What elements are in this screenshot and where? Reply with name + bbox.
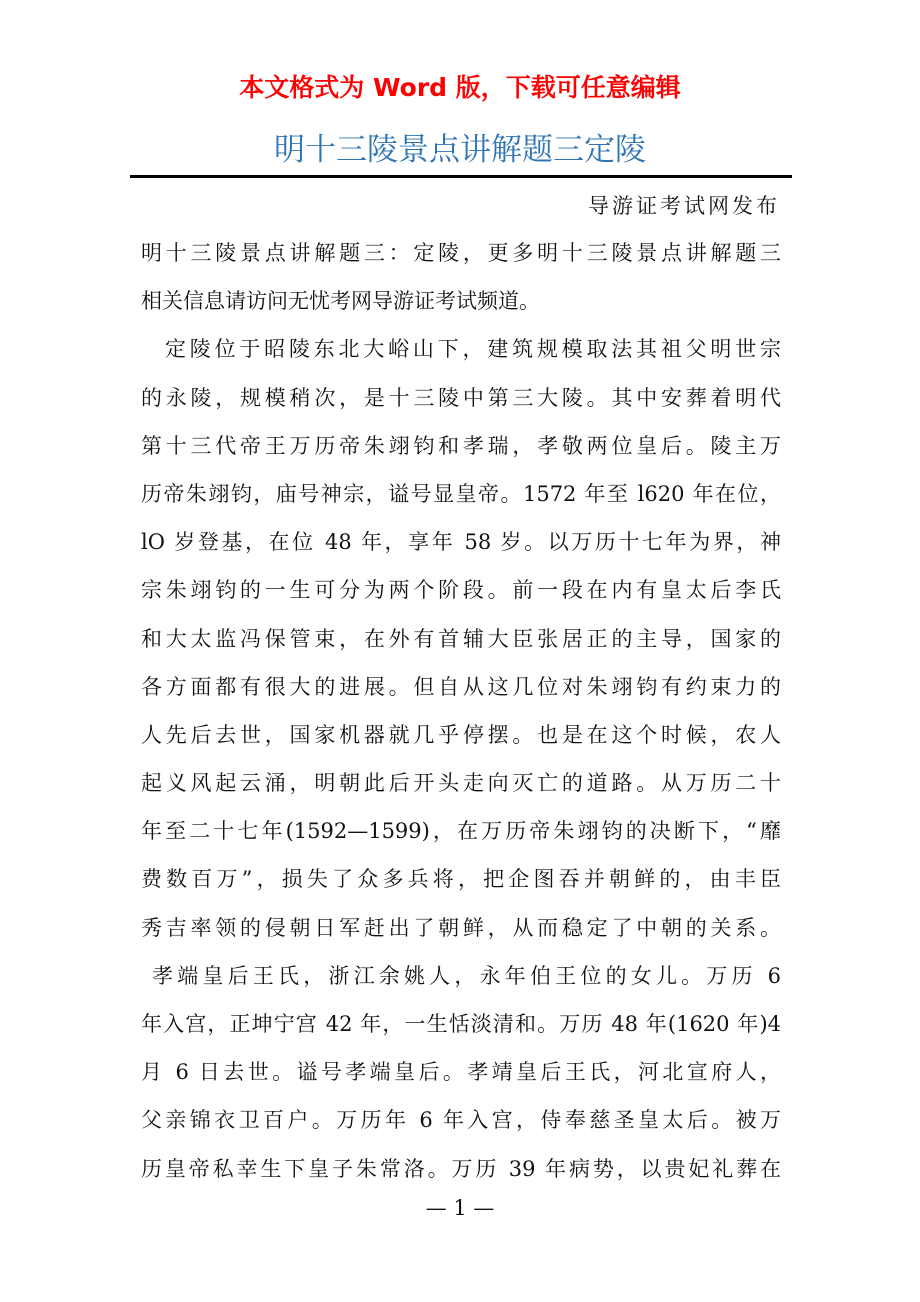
body-line: 历皇帝私幸生下皇子朱常洛。万历 39 年病势，以贵妃礼葬在 (141, 1156, 781, 1181)
body-line: lO 岁登基，在位 48 年，享年 58 岁。以万历十七年为界，神 (141, 530, 781, 555)
body-line: 和大太监冯保管束，在外有首辅大臣张居正的主导，国家的 (141, 626, 781, 651)
body-line: 孝端皇后王氏，浙江余姚人，永年伯王位的女儿。万历 6 (152, 963, 781, 988)
body-line: 年至二十七年(1592—1599)，在万历帝朱翊钧的决断下，“靡 (141, 819, 781, 844)
body-line: 起义风起云涌，明朝此后开头走向灭亡的道路。从万历二十 (141, 771, 781, 796)
publisher-line: 导游证考试网发布 (588, 194, 780, 218)
body-line: 宗朱翊钧的一生可分为两个阶段。前一段在内有皇太后李氏 (141, 578, 781, 603)
body-line: 秀吉率领的侵朝日军赶出了朝鲜，从而稳定了中朝的关系。 (141, 915, 781, 940)
body-line: 月 6 日去世。谥号孝端皇后。孝靖皇后王氏，河北宣府人， (141, 1060, 781, 1085)
document-body (141, 234, 781, 1198)
body-line: 历帝朱翊钧，庙号神宗，谥号显皇帝。1572 年至 l620 年在位， (141, 481, 781, 506)
body-line: 年入宫，正坤宁宫 42 年，一生恬淡清和。万历 48 年(1620 年)4 (141, 1012, 781, 1036)
page-number: — 1 — (425, 1196, 495, 1220)
body-line: 父亲锦衣卫百户。万历年 6 年入宫，侍奉慈圣皇太后。被万 (141, 1108, 781, 1133)
body-line: 定陵位于昭陵东北大峪山下，建筑规模取法其祖父明世宗 (165, 337, 781, 362)
body-line: 各方面都有很大的进展。但自从这几位对朱翊钧有约束力的 (141, 674, 781, 699)
document-title: 明十三陵景点讲解题三定陵 (274, 132, 646, 168)
body-line: 人先后去世，国家机器就几乎停摆。也是在这个时候，农人 (141, 722, 781, 747)
body-line: 第十三代帝王万历帝朱翊钧和孝瑞，孝敬两位皇后。陵主万 (141, 433, 781, 458)
title-divider (130, 175, 792, 178)
body-line: 费数百万”，损失了众多兵将，把企图吞并朝鲜的，由丰臣 (141, 867, 781, 892)
body-line: 明十三陵景点讲解题三：定陵，更多明十三陵景点讲解题三 (141, 241, 781, 265)
editable-notice-banner: 本文格式为 Word 版，下载可任意编辑 (239, 73, 681, 102)
body-line: 的永陵，规模稍次，是十三陵中第三大陵。其中安葬着明代 (141, 385, 781, 410)
body-line: 相关信息请访问无忧考网导游证考试频道。 (141, 289, 540, 314)
